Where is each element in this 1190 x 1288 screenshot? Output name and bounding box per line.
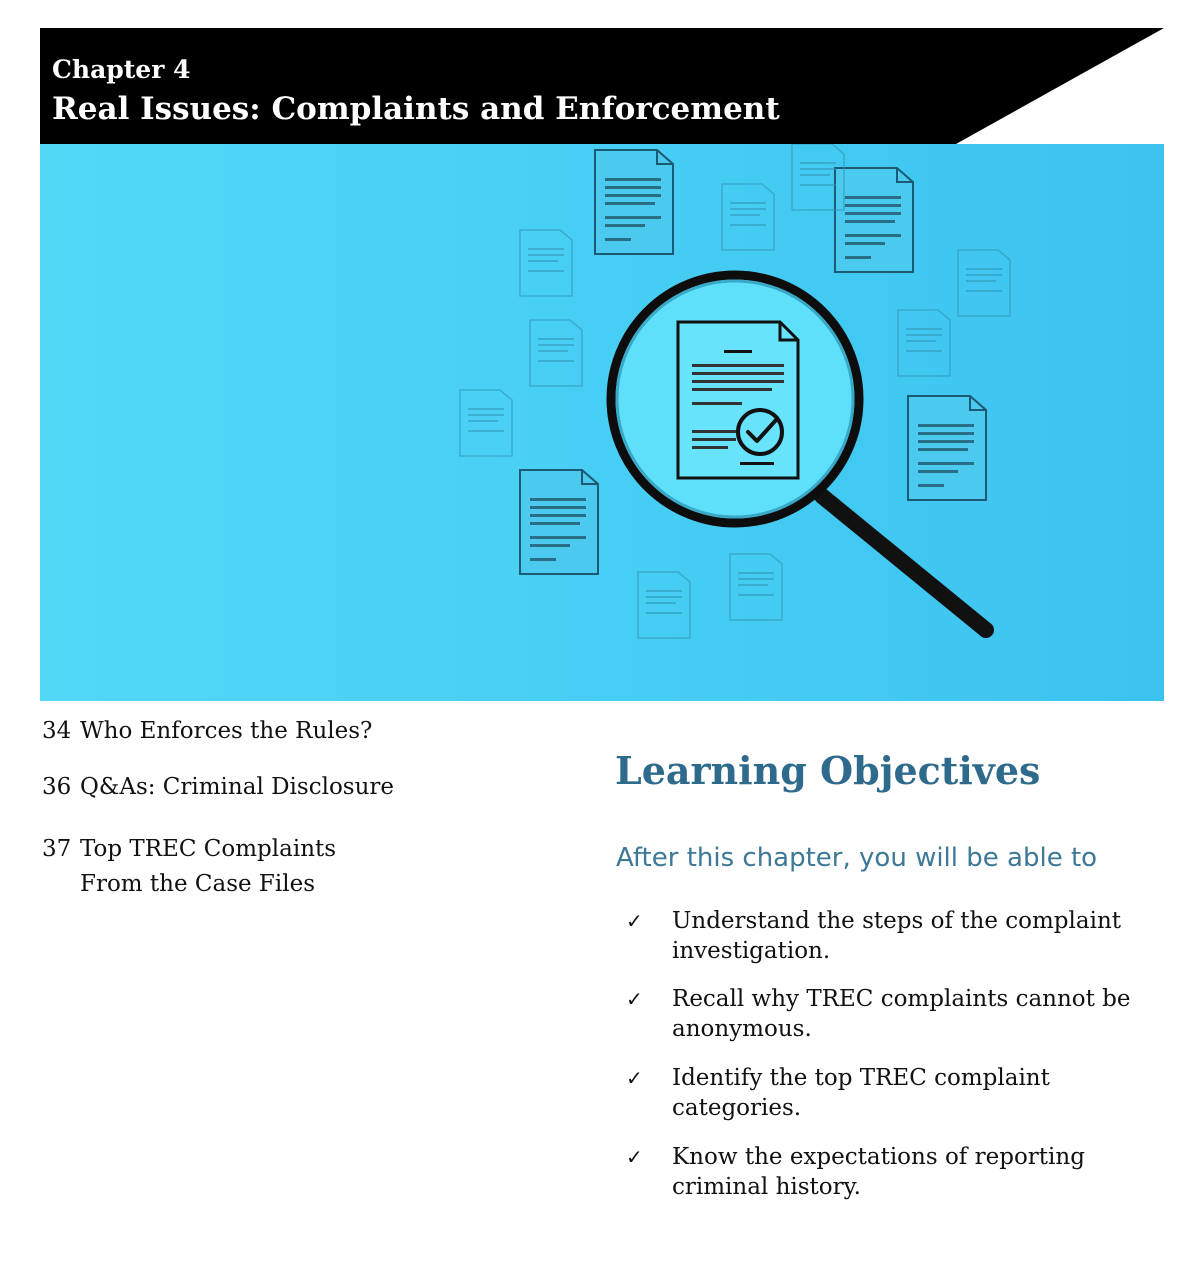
objective-text: Identify the top TREC complaint categories. xyxy=(672,1065,1050,1121)
document-icon xyxy=(595,150,673,254)
toc-item[interactable] xyxy=(42,832,336,902)
objective-item xyxy=(626,984,1156,1044)
checkmark-icon: ✓ xyxy=(626,909,643,933)
document-icon xyxy=(520,470,598,574)
toc-item-title: Top TREC Complaints From the Case Files xyxy=(80,836,337,897)
toc-page-number: 37 xyxy=(42,836,72,862)
toc-item-title: Q&As: Criminal Disclosure xyxy=(80,774,395,800)
objective-item xyxy=(626,1063,1156,1123)
hero-image xyxy=(40,144,1164,701)
checkmark-icon: ✓ xyxy=(626,1066,643,1090)
toc-item[interactable] xyxy=(42,770,394,805)
learning-objectives-intro: After this chapter, you will be able to xyxy=(616,843,1098,873)
chapter-title: Real Issues: Complaints and Enforcement xyxy=(52,91,780,127)
chapter-label: Chapter 4 xyxy=(52,55,191,84)
objective-item xyxy=(626,1142,1156,1202)
learning-objectives-heading: Learning Objectives xyxy=(615,748,1041,793)
magnifier-documents-illustration xyxy=(40,144,1164,701)
checkmark-icon: ✓ xyxy=(626,1145,643,1169)
toc-page-number: 34 xyxy=(42,718,72,744)
document-icon xyxy=(908,396,986,500)
objective-text: Know the expectations of reporting criminal history. xyxy=(672,1144,1085,1200)
toc-item[interactable] xyxy=(42,714,372,749)
document-icon xyxy=(835,168,913,272)
toc-item-title: Who Enforces the Rules? xyxy=(80,718,373,744)
objective-text: Recall why TREC complaints cannot be anonymous. xyxy=(672,986,1131,1042)
objective-item xyxy=(626,906,1156,966)
toc-page-number: 36 xyxy=(42,774,72,800)
objective-text: Understand the steps of the complaint investigation. xyxy=(672,908,1121,964)
checkmark-icon: ✓ xyxy=(626,987,643,1011)
